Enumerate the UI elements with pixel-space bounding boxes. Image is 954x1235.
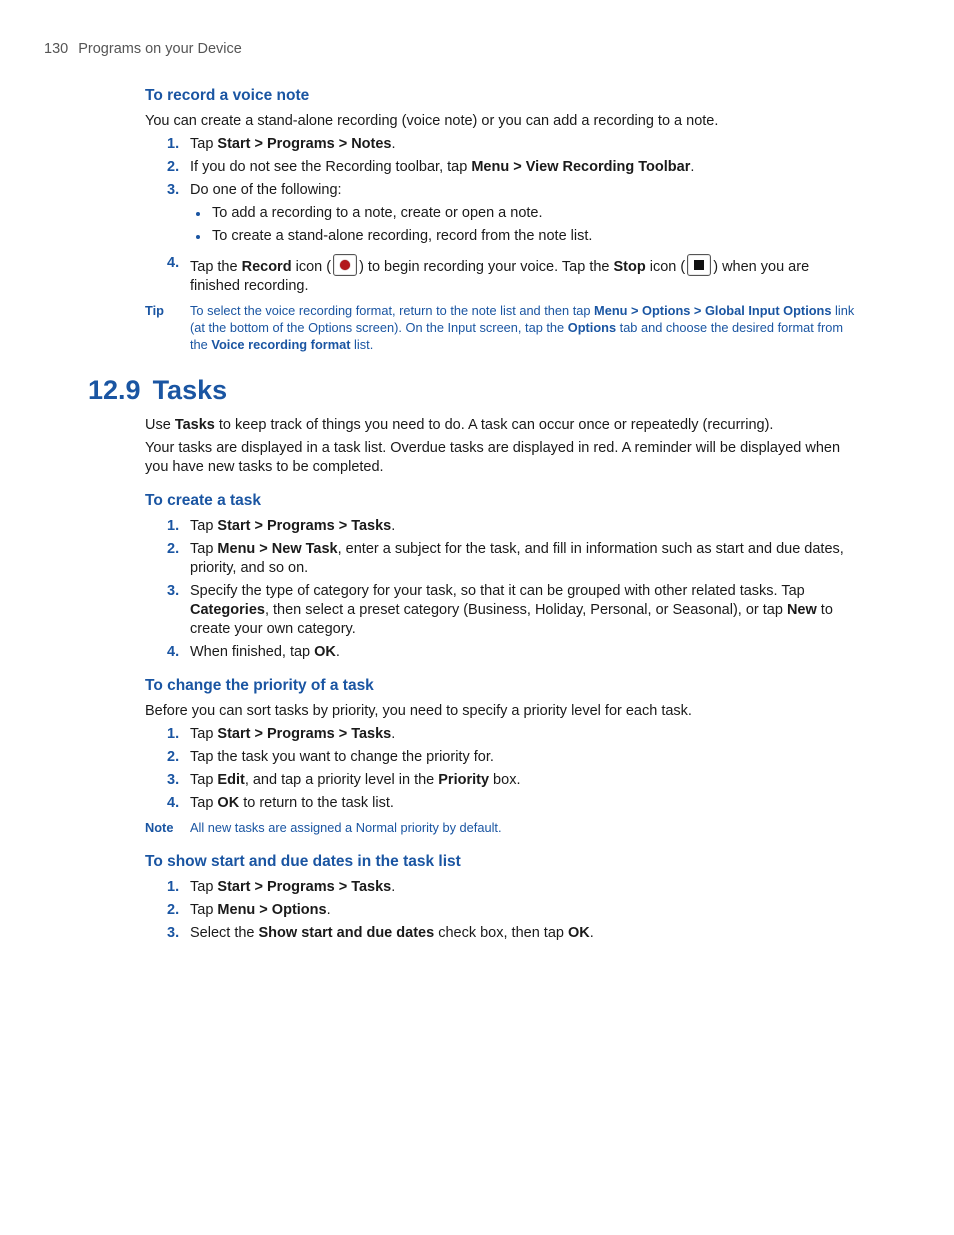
- note-label: Note: [145, 820, 174, 835]
- step-number: 4.: [167, 644, 180, 660]
- step-item: 1. Tap Start > Programs > Tasks.: [167, 518, 396, 534]
- dates-steps: [145, 878, 857, 943]
- step-item: 3. Specify the type of category for your task, so that it can be grouped with other related tasks. Tap Categories, then select a preset category (Business, Holiday, Personal, or Seasonal), or tap New to create your own category.: [167, 583, 833, 637]
- voice-note-steps: [145, 135, 857, 200]
- step-item: 1. Tap Start > Programs > Tasks.: [167, 726, 396, 742]
- page-content: [145, 86, 857, 947]
- step-number: 3.: [167, 583, 180, 599]
- page-header: [44, 40, 242, 59]
- step-number: 3.: [167, 182, 180, 198]
- section-title: Tasks: [152, 375, 228, 405]
- step-item: 3. Select the Show start and due dates check box, then tap OK.: [167, 925, 594, 941]
- step-item: 4. When finished, tap OK.: [167, 644, 340, 660]
- list-item: To add a recording to a note, create or open a note.: [190, 204, 857, 223]
- voice-note-bullets: [190, 204, 857, 246]
- priority-heading: To change the priority of a task: [145, 677, 374, 694]
- section-number: 12.9: [88, 375, 141, 405]
- create-task-steps: [145, 517, 857, 662]
- dates-heading: To show start and due dates in the task list: [145, 853, 461, 870]
- step-number: 3.: [167, 925, 180, 941]
- page-number: 130: [44, 41, 69, 57]
- tip-label: Tip: [145, 303, 164, 318]
- chapter-title: Programs on your Device: [78, 41, 242, 57]
- record-icon: [333, 254, 357, 276]
- priority-steps: [145, 725, 857, 813]
- step-number: 1.: [167, 518, 180, 534]
- step-number: 2.: [167, 749, 180, 765]
- voice-note-heading: To record a voice note: [145, 87, 310, 104]
- step-item: 2. Tap the task you want to change the priority for.: [167, 749, 494, 765]
- step-item: 3. Do one of the following:: [167, 182, 342, 198]
- step-number: 1.: [167, 879, 180, 895]
- step-number: 1.: [167, 136, 180, 152]
- step-item: 4. Tap OK to return to the task list.: [167, 795, 394, 811]
- step-number: 4.: [167, 255, 180, 271]
- voice-note-intro: You can create a stand-alone recording (voice note) or you can add a recording to a note.: [145, 113, 719, 129]
- tasks-intro: Use Tasks to keep track of things you need to do. A task can occur once or repeatedly (recurring).: [145, 417, 774, 433]
- step-number: 2.: [167, 541, 180, 557]
- step-number: 2.: [167, 902, 180, 918]
- note-box: Note All new tasks are assigned a Normal priority by default.: [145, 820, 502, 835]
- voice-note-step-4-list: [145, 254, 857, 296]
- step-number: 1.: [167, 726, 180, 742]
- step-item: 1. Tap Start > Programs > Tasks.: [167, 879, 396, 895]
- voice-note-step-4: 4. Tap the Record icon ( ) to begin recording your voice. Tap the Stop icon ( ) when you are finished recording.: [167, 255, 810, 294]
- step-number: 3.: [167, 772, 180, 788]
- stop-icon: [687, 254, 711, 276]
- priority-intro: Before you can sort tasks by priority, you need to specify a priority level for each task.: [145, 703, 692, 719]
- step-item: 2. Tap Menu > Options.: [167, 902, 331, 918]
- step-item: 3. Tap Edit, and tap a priority level in the Priority box.: [167, 772, 521, 788]
- list-item: To create a stand-alone recording, record from the note list.: [190, 227, 857, 246]
- create-task-heading: To create a task: [145, 492, 262, 509]
- step-number: 2.: [167, 159, 180, 175]
- step-item: 2. If you do not see the Recording toolbar, tap Menu > View Recording Toolbar.: [167, 159, 695, 175]
- step-number: 4.: [167, 795, 180, 811]
- tasks-description: Your tasks are displayed in a task list. Overdue tasks are displayed in red. A reminder will be displayed when you have new tasks to be completed.: [145, 440, 841, 475]
- step-item: 1. Tap Start > Programs > Notes.: [167, 136, 396, 152]
- step-item: 2. Tap Menu > New Task, enter a subject for the task, and fill in information such as start and due dates, priority, and so on.: [167, 541, 844, 576]
- tip-box: Tip To select the voice recording format, return to the note list and then tap Menu > Options > Global Input Options link (at the bottom of the Options screen). On the Input screen, tap the Options tab and choose the desired format from the Voice recording format list.: [145, 303, 855, 352]
